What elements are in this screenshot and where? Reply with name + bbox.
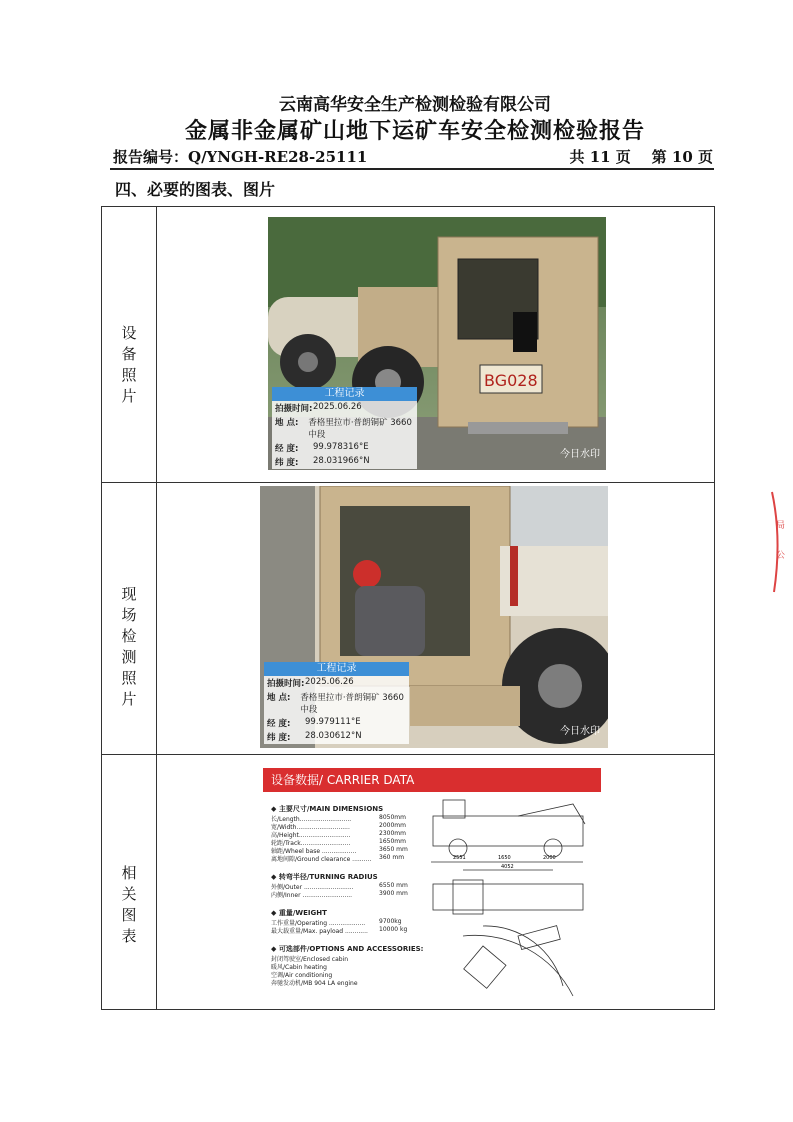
spec-row: 外侧/Outer .......................... — [271, 884, 354, 891]
report-title: 金属非金属矿山地下运矿车安全检测检验报告 — [184, 118, 645, 144]
spec-row: 工作重量/Operating ................... — [271, 920, 366, 927]
spec-row: 内侧/Inner .......................... — [271, 892, 353, 899]
row-label-equipment-photo: 设备照片 — [121, 324, 137, 405]
report-meta — [113, 146, 713, 166]
plate-number: BG028 — [484, 371, 538, 390]
spec-banner: 设备数据/ CARRIER DATA — [263, 768, 601, 792]
truck-technical-drawing — [423, 796, 599, 1000]
column-divider — [156, 207, 157, 1009]
watermark-title: 工程记录 — [264, 662, 409, 676]
spec-row: 高/Height........................... — [271, 832, 351, 839]
report-number: 报告编号：Q/YNGH-RE28-25111 — [113, 148, 368, 166]
option-item: 空调/Air conditioning — [271, 972, 333, 979]
section-title: 四、必要的图表、图片 — [115, 180, 276, 199]
watermark-title: 工程记录 — [272, 387, 417, 401]
watermark-brand: 今日水印 — [560, 449, 600, 460]
row-label-site-photo: 现场检测照片 — [121, 585, 137, 708]
seal-stamp-fragment — [764, 488, 788, 598]
header-rule — [110, 168, 714, 170]
spec-row: 离地间隙/Ground clearance .......... — [271, 856, 372, 863]
spec-row: 宽/Width............................ — [271, 824, 350, 831]
company-name: 云南高华安全生产检测检验有限公司 — [279, 95, 551, 115]
option-item: 封闭驾驶室/Enclosed cabin — [271, 956, 349, 963]
spec-row: 长/Length........................... — [271, 816, 352, 823]
photo-watermark: 工程记录 拍摄时间: 2025.06.26 地 点: 香格里拉市·普朗铜矿 3660中段 经 度: 99.979111°E 纬 度: 28.030612°N — [264, 662, 409, 744]
dimensions-title: ◆ 主要尺寸/MAIN DIMENSIONS — [271, 805, 384, 813]
dim-label: 1650 — [498, 855, 511, 861]
dim-label: 4052 — [501, 864, 514, 870]
options-title: ◆ 可选部件/OPTIONS AND ACCESSORIES: — [271, 945, 424, 953]
row-divider — [102, 754, 714, 755]
dim-label: 2000 — [543, 855, 556, 861]
spec-row: 最大载重量/Max. payload ............ — [271, 928, 368, 935]
carrier-data-sheet: 设备数据/ CARRIER DATA ◆ 主要尺寸/MAIN DIMENSIONS 长/Length........................... 8050mm 宽/Width............................ 2000mm 高/Height........................... 2300mm 轮距/Track.......................... 1650mm 轴距/Wheel base .................. 3650 mm 离地间隙/Ground clearance .......... 360 mm ◆ 转弯半径/TURNING RADIUS 外侧/Outer .......................... 6550 mm 内侧/Inner .......................... 3900 mm ◆ 重量/WEIGHT 工作重量/Operating ................... 9700kg 最大载重量/Max. payload ............ 10000 kg ◆ 可选部件/OPTIONS AND ACCESSORIES: 封闭驾驶室/Enclosed cabin 暖风/Cabin heating 空调/Air conditioning 奔驰发动机/MB 904 LA engine 2551 1650 2000 4052 — [263, 766, 603, 1002]
dim-label: 2551 — [453, 855, 466, 861]
site-inspection-photo — [260, 486, 608, 748]
spec-row: 轮距/Track.......................... — [271, 840, 351, 847]
option-item: 暖风/Cabin heating — [271, 964, 327, 971]
row-divider — [102, 482, 714, 483]
photo-watermark: 工程记录 拍摄时间: 2025.06.26 地 点: 香格里拉市·普朗铜矿 3660中段 经 度: 99.978316°E 纬 度: 28.031966°N — [272, 387, 417, 469]
turning-title: ◆ 转弯半径/TURNING RADIUS — [271, 873, 378, 881]
svg-text:公: 公 — [776, 551, 786, 561]
svg-text:局: 局 — [776, 521, 786, 531]
page-info: 共 11 页 第 10 页 — [569, 148, 713, 166]
equipment-photo — [268, 217, 606, 470]
option-item: 奔驰发动机/MB 904 LA engine — [271, 980, 358, 987]
weight-title: ◆ 重量/WEIGHT — [271, 909, 327, 917]
watermark-brand: 今日水印 — [560, 726, 600, 737]
row-label-related-chart: 相关图表 — [121, 864, 137, 945]
spec-row: 轴距/Wheel base .................. — [271, 848, 357, 855]
